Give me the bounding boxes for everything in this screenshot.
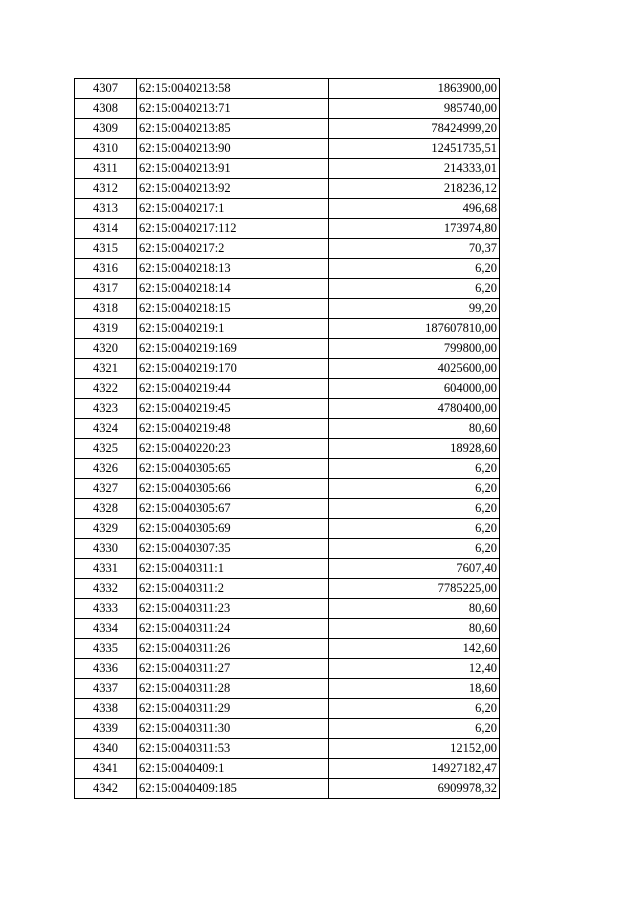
table-row (75, 739, 500, 759)
value-cell: 12152,00 (329, 739, 500, 759)
table-row (75, 559, 500, 579)
value-cell: 99,20 (329, 299, 500, 319)
cadastral-number-cell: 62:15:0040219:169 (137, 339, 329, 359)
table-row (75, 399, 500, 419)
table-row (75, 79, 500, 99)
table-row (75, 99, 500, 119)
row-number-cell: 4328 (75, 499, 137, 519)
value-cell: 14927182,47 (329, 759, 500, 779)
value-cell: 7785225,00 (329, 579, 500, 599)
row-number-cell: 4313 (75, 199, 137, 219)
cadastral-number-cell: 62:15:0040409:185 (137, 779, 329, 799)
cadastral-number-cell: 62:15:0040311:28 (137, 679, 329, 699)
cadastral-number-cell: 62:15:0040409:1 (137, 759, 329, 779)
value-cell: 187607810,00 (329, 319, 500, 339)
cadastral-number-cell: 62:15:0040311:24 (137, 619, 329, 639)
table-row (75, 199, 500, 219)
cadastral-number-cell: 62:15:0040217:1 (137, 199, 329, 219)
row-number-cell: 4317 (75, 279, 137, 299)
table-row (75, 379, 500, 399)
cadastral-number-cell: 62:15:0040218:14 (137, 279, 329, 299)
cadastral-number-cell: 62:15:0040220:23 (137, 439, 329, 459)
value-cell: 7607,40 (329, 559, 500, 579)
row-number-cell: 4334 (75, 619, 137, 639)
value-cell: 12,40 (329, 659, 500, 679)
value-cell: 4025600,00 (329, 359, 500, 379)
cadastral-number-cell: 62:15:0040307:35 (137, 539, 329, 559)
value-cell: 173974,80 (329, 219, 500, 239)
value-cell: 6,20 (329, 519, 500, 539)
row-number-cell: 4338 (75, 699, 137, 719)
value-cell: 4780400,00 (329, 399, 500, 419)
row-number-cell: 4320 (75, 339, 137, 359)
value-cell: 6,20 (329, 459, 500, 479)
row-number-cell: 4339 (75, 719, 137, 739)
value-cell: 6,20 (329, 539, 500, 559)
cadastral-number-cell: 62:15:0040305:69 (137, 519, 329, 539)
table-row (75, 779, 500, 799)
table-row (75, 359, 500, 379)
value-cell: 18,60 (329, 679, 500, 699)
row-number-cell: 4325 (75, 439, 137, 459)
cadastral-number-cell: 62:15:0040213:58 (137, 79, 329, 99)
row-number-cell: 4326 (75, 459, 137, 479)
table-row (75, 159, 500, 179)
cadastral-number-cell: 62:15:0040311:1 (137, 559, 329, 579)
value-cell: 80,60 (329, 619, 500, 639)
cadastral-number-cell: 62:15:0040219:45 (137, 399, 329, 419)
row-number-cell: 4316 (75, 259, 137, 279)
table-row (75, 579, 500, 599)
row-number-cell: 4323 (75, 399, 137, 419)
table-row (75, 119, 500, 139)
row-number-cell: 4332 (75, 579, 137, 599)
cadastral-number-cell: 62:15:0040311:30 (137, 719, 329, 739)
value-cell: 496,68 (329, 199, 500, 219)
table-row (75, 319, 500, 339)
value-cell: 218236,12 (329, 179, 500, 199)
table-row (75, 339, 500, 359)
table-row (75, 539, 500, 559)
row-number-cell: 4333 (75, 599, 137, 619)
cadastral-number-cell: 62:15:0040213:71 (137, 99, 329, 119)
table-row (75, 459, 500, 479)
cadastral-number-cell: 62:15:0040213:85 (137, 119, 329, 139)
cadastral-number-cell: 62:15:0040217:112 (137, 219, 329, 239)
table-row (75, 619, 500, 639)
row-number-cell: 4327 (75, 479, 137, 499)
value-cell: 142,60 (329, 639, 500, 659)
table-row (75, 499, 500, 519)
row-number-cell: 4312 (75, 179, 137, 199)
table-row (75, 299, 500, 319)
row-number-cell: 4311 (75, 159, 137, 179)
row-number-cell: 4307 (75, 79, 137, 99)
cadastral-number-cell: 62:15:0040217:2 (137, 239, 329, 259)
table-row (75, 219, 500, 239)
cadastral-number-cell: 62:15:0040219:44 (137, 379, 329, 399)
cadastral-number-cell: 62:15:0040305:65 (137, 459, 329, 479)
value-cell: 80,60 (329, 599, 500, 619)
row-number-cell: 4331 (75, 559, 137, 579)
row-number-cell: 4330 (75, 539, 137, 559)
table-row (75, 519, 500, 539)
cadastral-number-cell: 62:15:0040311:2 (137, 579, 329, 599)
table-row (75, 139, 500, 159)
value-cell: 6,20 (329, 699, 500, 719)
table-row (75, 599, 500, 619)
cadastral-number-cell: 62:15:0040305:67 (137, 499, 329, 519)
row-number-cell: 4329 (75, 519, 137, 539)
table-row (75, 679, 500, 699)
row-number-cell: 4342 (75, 779, 137, 799)
row-number-cell: 4321 (75, 359, 137, 379)
table-row (75, 179, 500, 199)
table-row (75, 419, 500, 439)
value-cell: 70,37 (329, 239, 500, 259)
cadastral-number-cell: 62:15:0040311:27 (137, 659, 329, 679)
value-cell: 6,20 (329, 259, 500, 279)
table-row (75, 259, 500, 279)
value-cell: 985740,00 (329, 99, 500, 119)
row-number-cell: 4337 (75, 679, 137, 699)
value-cell: 6,20 (329, 279, 500, 299)
value-cell: 214333,01 (329, 159, 500, 179)
table-row (75, 279, 500, 299)
cadastral-number-cell: 62:15:0040311:29 (137, 699, 329, 719)
value-cell: 6909978,32 (329, 779, 500, 799)
value-cell: 604000,00 (329, 379, 500, 399)
cadastral-number-cell: 62:15:0040219:1 (137, 319, 329, 339)
value-cell: 80,60 (329, 419, 500, 439)
cadastral-number-cell: 62:15:0040311:26 (137, 639, 329, 659)
value-cell: 799800,00 (329, 339, 500, 359)
cadastral-number-cell: 62:15:0040311:23 (137, 599, 329, 619)
row-number-cell: 4309 (75, 119, 137, 139)
row-number-cell: 4341 (75, 759, 137, 779)
cadastral-value-table (74, 78, 500, 799)
cadastral-number-cell: 62:15:0040219:48 (137, 419, 329, 439)
cadastral-number-cell: 62:15:0040213:91 (137, 159, 329, 179)
value-cell: 6,20 (329, 719, 500, 739)
row-number-cell: 4336 (75, 659, 137, 679)
table-row (75, 699, 500, 719)
cadastral-number-cell: 62:15:0040213:90 (137, 139, 329, 159)
table-body (75, 79, 500, 799)
row-number-cell: 4324 (75, 419, 137, 439)
row-number-cell: 4314 (75, 219, 137, 239)
value-cell: 78424999,20 (329, 119, 500, 139)
value-cell: 12451735,51 (329, 139, 500, 159)
table-row (75, 639, 500, 659)
cadastral-number-cell: 62:15:0040219:170 (137, 359, 329, 379)
table-row (75, 239, 500, 259)
value-cell: 18928,60 (329, 439, 500, 459)
table-row (75, 719, 500, 739)
value-cell: 6,20 (329, 479, 500, 499)
row-number-cell: 4319 (75, 319, 137, 339)
row-number-cell: 4340 (75, 739, 137, 759)
row-number-cell: 4322 (75, 379, 137, 399)
table-row (75, 659, 500, 679)
row-number-cell: 4310 (75, 139, 137, 159)
value-cell: 1863900,00 (329, 79, 500, 99)
table-row (75, 439, 500, 459)
cadastral-number-cell: 62:15:0040218:13 (137, 259, 329, 279)
cadastral-number-cell: 62:15:0040311:53 (137, 739, 329, 759)
document-page (74, 78, 499, 799)
cadastral-number-cell: 62:15:0040213:92 (137, 179, 329, 199)
row-number-cell: 4318 (75, 299, 137, 319)
table-row (75, 759, 500, 779)
cadastral-number-cell: 62:15:0040218:15 (137, 299, 329, 319)
cadastral-number-cell: 62:15:0040305:66 (137, 479, 329, 499)
row-number-cell: 4335 (75, 639, 137, 659)
row-number-cell: 4315 (75, 239, 137, 259)
value-cell: 6,20 (329, 499, 500, 519)
table-row (75, 479, 500, 499)
row-number-cell: 4308 (75, 99, 137, 119)
